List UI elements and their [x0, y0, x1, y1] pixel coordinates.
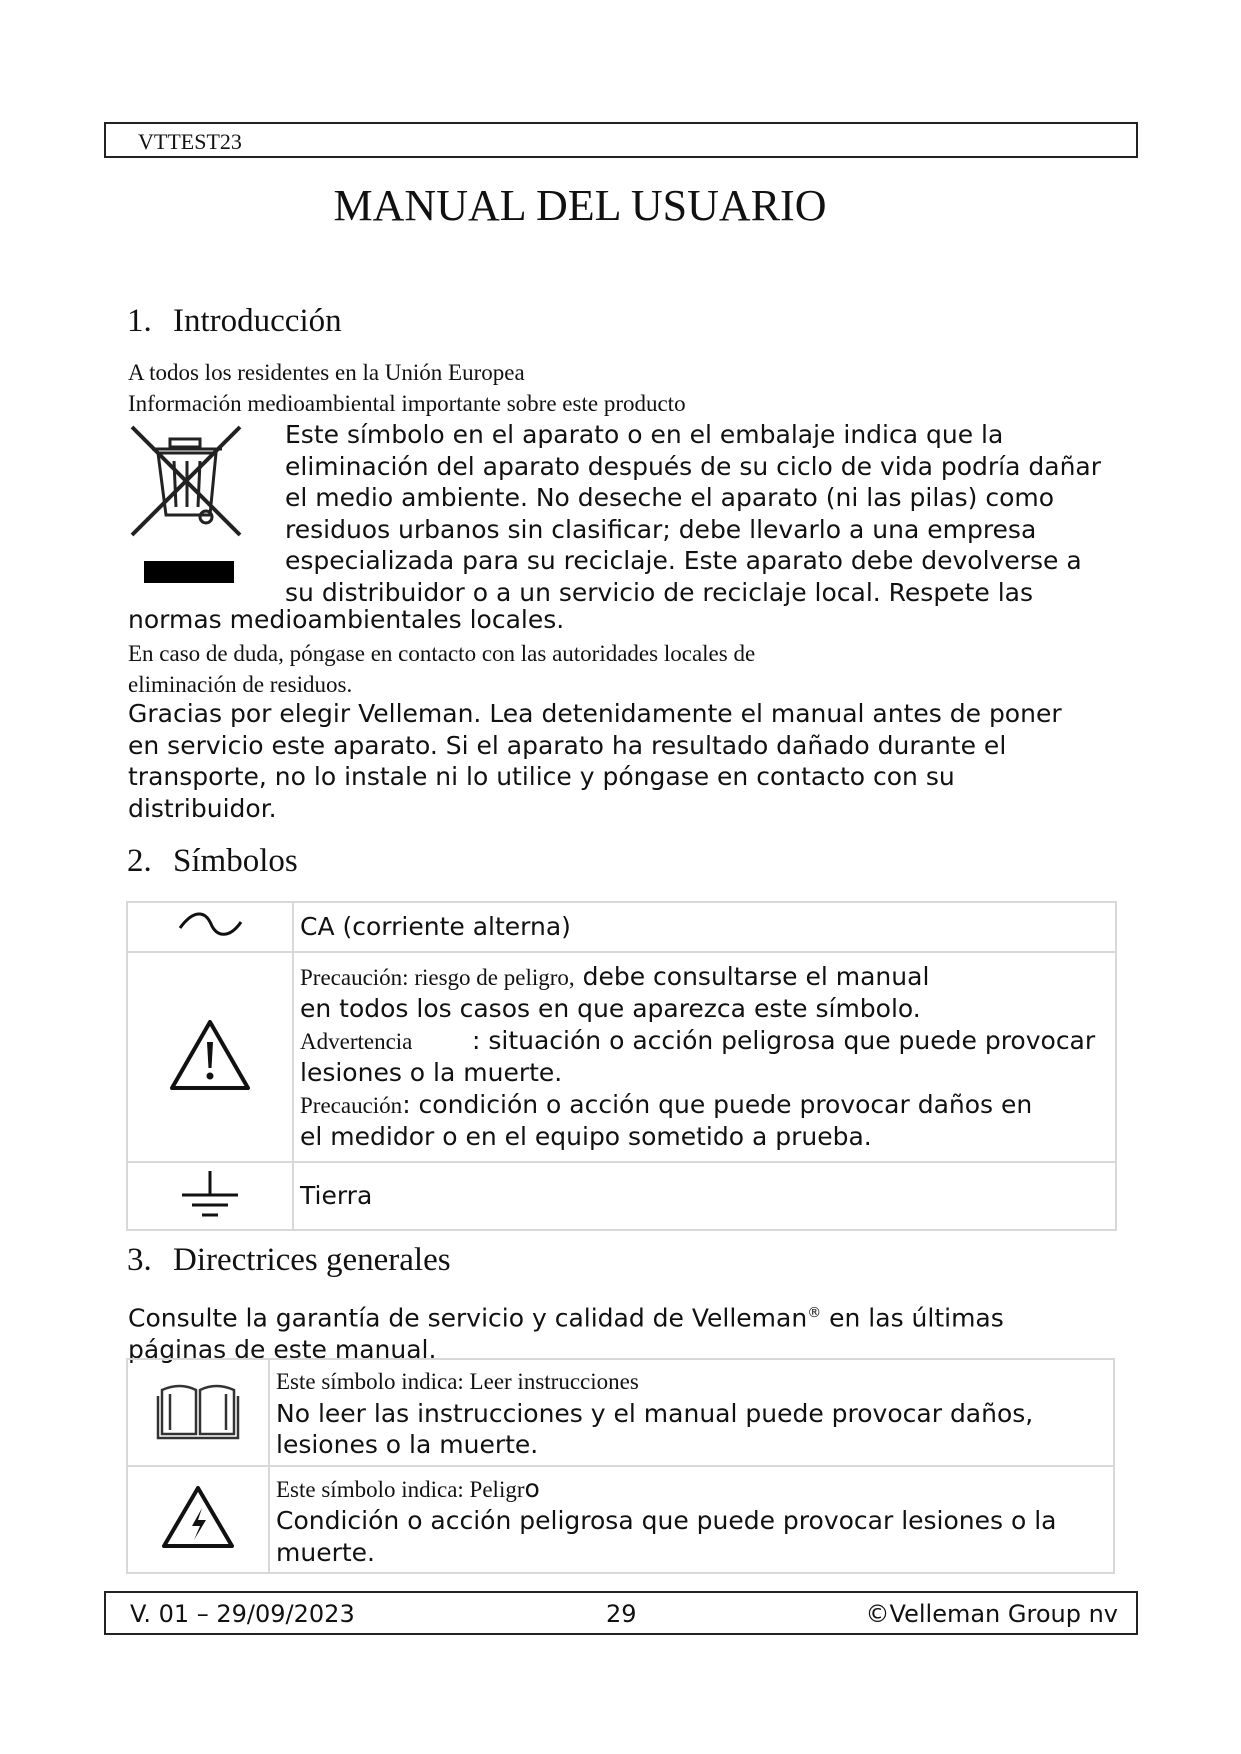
thanks-line: en servicio este aparato. Si el aparato ha resultado dañado durante el — [128, 730, 1007, 760]
section-number: 1. — [127, 303, 152, 339]
weee-line: Este símbolo en el aparato o en el embalaje indica que la — [285, 420, 1004, 449]
ac-wave-icon — [175, 910, 245, 940]
guidelines-table — [126, 1358, 1115, 1574]
weee-last-line: normas medioambientales locales. — [128, 605, 565, 634]
warranty-text-end: en las últimas — [821, 1303, 1004, 1333]
table-row — [127, 1162, 1116, 1230]
read-label: Este símbolo indica: Leer instrucciones — [276, 1369, 639, 1394]
table-row — [127, 1466, 1114, 1574]
registered-mark: ® — [807, 1305, 822, 1321]
weee-line: eliminación del aparato después de su ciclo de vida podría dañar — [285, 451, 1102, 481]
footer-copyright: ©Velleman Group nv — [865, 1600, 1118, 1628]
page-number: 29 — [606, 1600, 637, 1628]
weee-line: residuos urbanos sin clasificar; debe llevarlo a una empresa — [285, 514, 1037, 544]
section-heading-introduction — [127, 303, 342, 340]
symbols-table — [126, 901, 1117, 1231]
section-number: 2. — [127, 843, 152, 879]
caution2-rest: : condición o acción que puede provocar daños en — [402, 1089, 1033, 1119]
read-line: No leer las instrucciones y el manual puede provocar daños, — [276, 1398, 1034, 1428]
thanks-line: distribuidor. — [128, 793, 277, 823]
earth-ground-icon — [178, 1169, 242, 1219]
danger-label: Este símbolo indica: Peligr — [276, 1476, 525, 1502]
caution2-line: el medidor o en el equipo sometido a prueba. — [300, 1122, 872, 1151]
table-row — [127, 952, 1116, 1162]
thanks-line: Gracias por elegir Velleman. Lea detenidamente el manual antes de poner — [128, 699, 1062, 728]
footer-box — [104, 1591, 1138, 1635]
warranty-paragraph — [128, 1298, 1004, 1365]
text-cell — [269, 1359, 1114, 1466]
text-cell — [293, 952, 1116, 1162]
earth-label: Tierra — [300, 1180, 373, 1210]
read-line: lesiones o la muerte. — [276, 1430, 539, 1459]
book-icon — [156, 1378, 240, 1442]
thanks-line: transporte, no lo instale ni lo utilice y póngase en contacto con su — [128, 762, 955, 791]
section-number: 3. — [127, 1242, 152, 1278]
text-cell — [293, 1162, 1116, 1230]
caution-rest: debe consultarse el manual — [574, 961, 930, 991]
section-title: Introducción — [173, 303, 342, 339]
environment-info-line: Información medioambiental importante sobre este producto — [128, 391, 686, 416]
caution2-label: Precaución — [300, 1092, 403, 1118]
section-title: Directrices generales — [173, 1242, 451, 1278]
icon-cell — [127, 902, 293, 952]
icon-cell — [127, 1359, 269, 1466]
icon-cell — [127, 952, 293, 1162]
doubt-line: eliminación de residuos. — [128, 672, 353, 697]
text-cell — [293, 902, 1116, 952]
icon-cell — [127, 1466, 269, 1574]
table-row — [127, 902, 1116, 952]
icon-cell — [127, 1162, 293, 1230]
text-cell — [269, 1466, 1114, 1574]
ac-label: CA (corriente alterna) — [300, 912, 571, 941]
warning-rest: : situación o acción peligrosa que puede provocar — [472, 1025, 1096, 1055]
table-row — [127, 1359, 1114, 1466]
model-name: VTTEST23 — [138, 129, 242, 154]
page-title: MANUAL DEL USUARIO — [333, 181, 827, 230]
footer-version: V. 01 – 29/09/2023 — [130, 1600, 355, 1628]
weee-bin-icon — [130, 425, 250, 595]
eu-residents-line: A todos los residentes en la Unión Europea — [128, 360, 525, 385]
caution-prefix: Precaución: riesgo de peligro, — [300, 964, 575, 990]
warranty-text: Consulte la garantía de servicio y calidad de Velleman — [128, 1303, 808, 1333]
weee-line: el medio ambiente. No deseche el aparato (ni las pilas) como — [285, 483, 1055, 512]
warning-line: lesiones o la muerte. — [300, 1058, 563, 1087]
warning-triangle-icon — [168, 1018, 252, 1092]
danger-label-end: o — [524, 1473, 540, 1503]
weee-line: su distribuidor o a un servicio de reciclaje local. Respete las — [285, 577, 1033, 607]
doubt-line: En caso de duda, póngase en contacto con las autoridades locales de — [128, 641, 756, 666]
section-heading-symbols — [127, 843, 298, 880]
warranty-line: páginas de este manual. — [128, 1334, 437, 1364]
electric-danger-icon — [160, 1484, 236, 1550]
section-title: Símbolos — [173, 843, 298, 879]
header-box — [104, 122, 1138, 158]
caution-line: en todos los casos en que aparezca este símbolo. — [300, 994, 921, 1023]
danger-line: muerte. — [276, 1537, 375, 1567]
warning-label: Advertencia — [300, 1028, 413, 1054]
weee-line: especializada para su reciclaje. Este aparato debe devolverse a — [285, 546, 1082, 575]
section-heading-guidelines — [127, 1242, 451, 1279]
thanks-paragraph — [128, 698, 1062, 824]
danger-line: Condición o acción peligrosa que puede provocar lesiones o la — [276, 1506, 1057, 1535]
weee-paragraph — [285, 419, 1145, 608]
